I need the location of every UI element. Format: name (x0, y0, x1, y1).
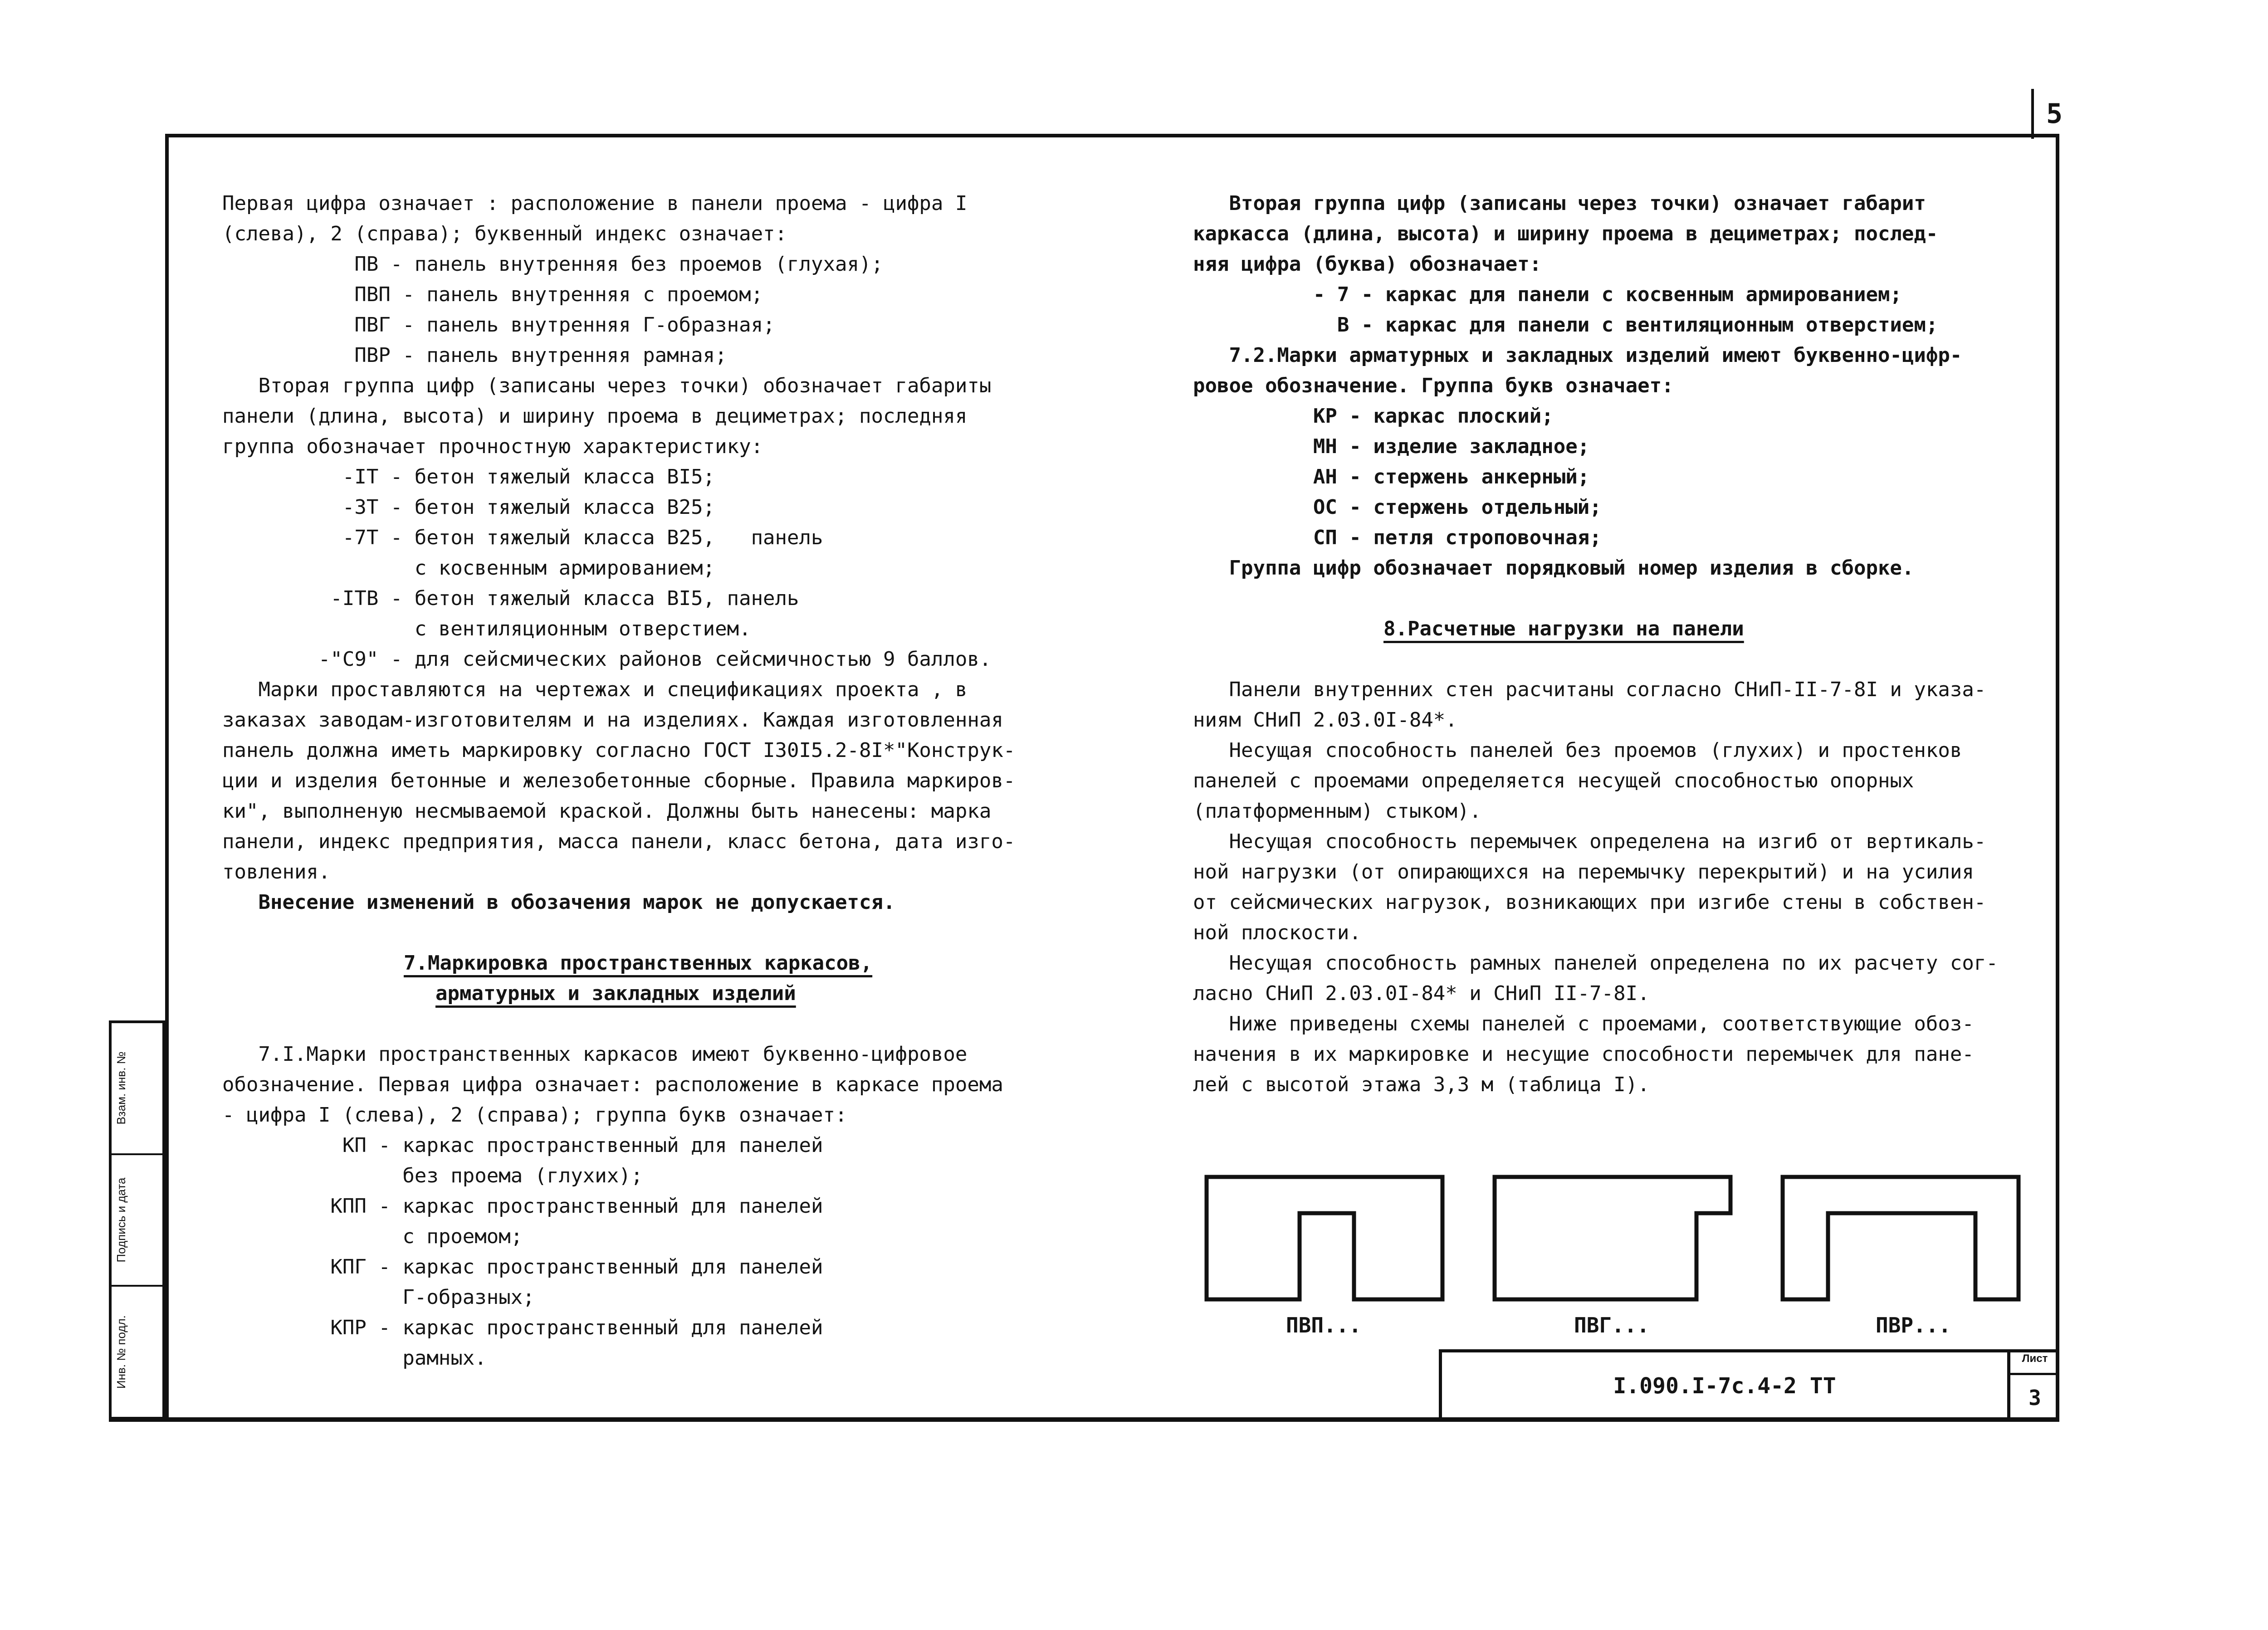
text-line: КП - каркас пространственный для панелей (222, 1134, 823, 1157)
text-line: ной нагрузки (от опирающихся на перемычку перекрытий) и на усилия (1193, 860, 1974, 883)
text-line: 7.I.Марки пространственных каркасов имеют буквенно-цифровое (222, 1043, 968, 1066)
text-line: Несущая способность панелей без проемов (глухих) и простенков (1193, 739, 1962, 762)
side-stamp-strip (109, 1020, 165, 1420)
text-line: с косвенным армированием; (222, 556, 715, 580)
frame-left-line (165, 134, 169, 1422)
text-line: КПП - каркас пространственный для панелей (222, 1195, 823, 1218)
text-line: - 7 - каркас для панели с косвенным армированием; (1193, 283, 1902, 306)
text-line: Несущая способность перемычек определена на изгиб от вертикаль- (1193, 830, 1986, 853)
text-line: АН - стержень анкерный; (1193, 465, 1590, 488)
panel-pvr-diagram (1780, 1175, 2021, 1302)
text-line: заказах заводам-изготовителям и на изделиях. Каждая изготовленная (222, 708, 1003, 732)
text-line: Панели внутренних стен расчитаны согласно СНиП-II-7-8I и указа- (1193, 678, 1986, 701)
text-line: панели (длина, высота) и ширину проема в дециметрах; последняя (222, 405, 968, 428)
text-line: начения в их маркировке и несущие способности перемычек для пане- (1193, 1043, 1974, 1066)
text-line: ПВП - панель внутренняя с проемом; (222, 283, 763, 306)
text-line: ПВГ - панель внутренняя Г-образная; (222, 313, 775, 337)
text-line: ласно СНиП 2.03.0I-84* и СНиП II-7-8I. (1193, 982, 1650, 1005)
text-line: Несущая способность рамных панелей определена по их расчету сог- (1193, 952, 1998, 975)
text-line: каркасса (длина, высота) и ширину проема в дециметрах; послед- (1193, 222, 1938, 245)
text-line: Вторая группа цифр (записаны через точки) обозначает габариты (222, 374, 992, 397)
text-line: -IT - бетон тяжелый класса BI5; (222, 465, 715, 488)
text-line: - цифра I (слева), 2 (справа); группа букв означает: (222, 1103, 847, 1127)
text-line: (платформенным) стыком). (1193, 800, 1481, 823)
sheet-number: 3 (2028, 1386, 2041, 1410)
text-line: Г-образных; (222, 1286, 535, 1309)
section-8-title: 8.Расчетные нагрузки на панели (1383, 617, 1744, 640)
text-line: ПВР - панель внутренняя рамная; (222, 344, 727, 367)
section-7-title: 7.Маркировка пространственных каркасов, (404, 952, 873, 975)
sheet-label: Лист (2010, 1352, 2059, 1375)
title-block (1439, 1349, 2059, 1420)
text-line: панели, индекс предприятия, масса панели, класс бетона, дата изго- (222, 830, 1016, 853)
text-line: КПР - каркас пространственный для панелей (222, 1316, 823, 1339)
section-7-title-cont: арматурных и закладных изделий (435, 982, 796, 1005)
text-line: няя цифра (буква) обозначает: (1193, 253, 1542, 276)
text-line: лей с высотой этажа 3,3 м (таблица I). (1193, 1073, 1650, 1096)
text-line: панелей с проемами определяется несущей способностью опорных (1193, 769, 1914, 792)
text-line: Ниже приведены схемы панелей с проемами, соответствующие обоз- (1193, 1012, 1974, 1035)
text-line: товления. (222, 860, 331, 883)
strip-cell-substitution (112, 1023, 162, 1155)
text-line: ПВ - панель внутренняя без проемов (глухая); (222, 253, 883, 276)
text-line: с вентиляционным отверстием. (222, 617, 751, 640)
text-line: ки", выполненую несмываемой краской. Должны быть нанесены: марка (222, 800, 992, 823)
sheet-cell (2007, 1352, 2059, 1420)
drawing-code: I.090.I-7с.4-2 ТТ (1613, 1373, 1836, 1399)
text-line: ОС - стержень отдельный; (1193, 496, 1602, 519)
panel-pvp-label: ПВП... (1286, 1313, 1362, 1337)
text-line: -7T - бетон тяжелый класса B25, панель (222, 526, 823, 549)
strip-label: Подпись и дата (114, 1177, 128, 1263)
text-line: Первая цифра означает : расположение в панели проема - цифра I (222, 192, 968, 215)
text-line: 7.2.Марки арматурных и закладных изделий имеют буквенно-цифр- (1193, 344, 1962, 367)
panel-pvr-label: ПВР... (1876, 1313, 1951, 1337)
text-line: панель должна иметь маркировку согласно ГОСТ I30I5.2-8I*"Конструк- (222, 739, 1016, 762)
text-line: с проемом; (222, 1225, 523, 1248)
text-line: без проема (глухих); (222, 1164, 643, 1187)
text-line: -"С9" - для сейсмических районов сейсмичностью 9 баллов. (222, 648, 992, 671)
text-line: -3T - бетон тяжелый класса B25; (222, 496, 715, 519)
panel-pvp-diagram (1204, 1175, 1445, 1302)
strip-label: Взам. инв. № (114, 1051, 128, 1125)
text-line: ной плоскости. (1193, 921, 1361, 944)
text-line: -ITB - бетон тяжелый класса BI5, панель (222, 587, 799, 610)
text-line: ровое обозначение. Группа букв означает: (1193, 374, 1674, 397)
left-column (222, 188, 1061, 1373)
text-line: ниям СНиП 2.03.0I-84*. (1193, 708, 1457, 732)
page-number: 5 (2031, 89, 2075, 139)
text-line: ции и изделия бетонные и железобетонные сборные. Правила маркиров- (222, 769, 1016, 792)
text-line: Марки проставляются на чертежах и спецификациях проекта , в (222, 678, 968, 701)
text-line: обозначение. Первая цифра означает: расположение в каркасе проема (222, 1073, 1003, 1096)
strip-cell-inventory (112, 1287, 162, 1417)
text-line: от сейсмических нагрузок, возникающих при изгибе стены в собствен- (1193, 891, 1986, 914)
text-line: КР - каркас плоский; (1193, 405, 1554, 428)
text-line: рамных. (222, 1347, 487, 1370)
right-column (1193, 188, 2032, 1100)
text-line: Группа цифр обозначает порядковый номер изделия в сборке. (1193, 556, 1914, 580)
text-line: Внесение изменений в обозачения марок не допускается. (222, 891, 895, 914)
text-line: (слева), 2 (справа); буквенный индекс означает: (222, 222, 787, 245)
text-line: В - каркас для панели с вентиляционным отверстием; (1193, 313, 1938, 337)
strip-cell-signature (112, 1155, 162, 1287)
text-line: группа обозначает прочностную характеристику: (222, 435, 763, 458)
text-line: КПГ - каркас пространственный для панелей (222, 1255, 823, 1279)
panel-pvg-diagram (1492, 1175, 1733, 1302)
strip-label: Инв. № подл. (114, 1315, 128, 1389)
text-line: Вторая группа цифр (записаны через точки) означает габарит (1193, 192, 1926, 215)
text-line: СП - петля строповочная; (1193, 526, 1602, 549)
panel-pvg-label: ПВГ... (1574, 1313, 1650, 1337)
text-line: МН - изделие закладное; (1193, 435, 1590, 458)
